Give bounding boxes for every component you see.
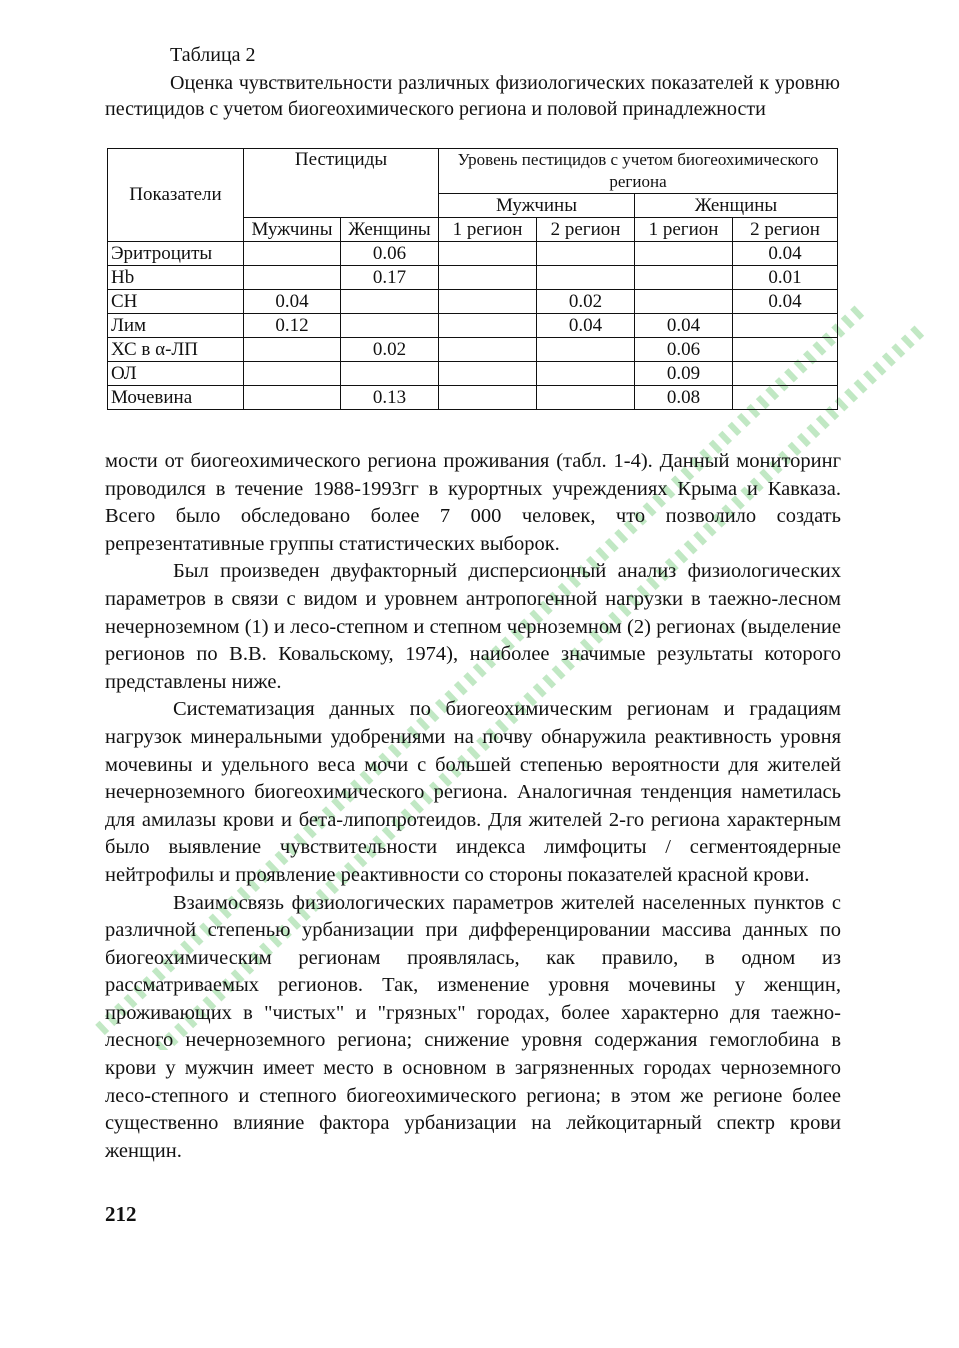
table-row: [108, 314, 838, 338]
header-men-region1: 1 регион: [439, 218, 537, 242]
cell-pest-men: [244, 338, 341, 362]
cell-men-r1: [439, 386, 537, 410]
table-row: [108, 338, 838, 362]
row-label: Эритроциты: [108, 242, 244, 266]
cell-pest-women: 0.02: [341, 338, 439, 362]
cell-women-r2: 0.04: [733, 290, 838, 314]
header-women-region2: 2 регион: [733, 218, 838, 242]
cell-women-r2: 0.04: [733, 242, 838, 266]
cell-women-r2: [733, 314, 838, 338]
header-pesticides: Пестициды: [244, 149, 439, 218]
paragraph: мости от биогеохимического региона проживания (табл. 1-4). Данный мониторинг проводился в течение 1988-1993гг в курортных учреждениях Крыма и Кавказа. Всего было обследовано более 7 000 человек, что позволило создать репрезентативные группы статистических выборок.: [105, 450, 841, 555]
row-label: СН: [108, 290, 244, 314]
cell-pest-women: [341, 290, 439, 314]
header-indicators: Показатели: [108, 149, 244, 242]
cell-men-r1: [439, 338, 537, 362]
cell-women-r2: [733, 338, 838, 362]
cell-men-r1: [439, 314, 537, 338]
cell-pest-women: [341, 362, 439, 386]
cell-men-r2: [537, 242, 635, 266]
cell-women-r1: 0.09: [635, 362, 733, 386]
cell-pest-men: 0.12: [244, 314, 341, 338]
cell-pest-men: [244, 242, 341, 266]
row-label: Лим: [108, 314, 244, 338]
cell-men-r1: [439, 242, 537, 266]
cell-women-r1: 0.06: [635, 338, 733, 362]
paragraph: Был произведен двуфакторный дисперсионный анализ физиологических параметров в связи с видом и уровнем антропогенной нагрузки в таежно-лесном нечерноземном (1) и лесо-степном и степном черноземном (2) регионах (выделение регионов по В.В. Ковальскому, 1974), наиболее значимые результаты которого представлены ниже.: [105, 560, 841, 693]
page-number: 212: [105, 1202, 137, 1226]
table-row: [108, 290, 838, 314]
cell-women-r1: 0.08: [635, 386, 733, 410]
table-row: [108, 362, 838, 386]
cell-women-r2: [733, 362, 838, 386]
table-row: [108, 386, 838, 410]
row-label: Мочевина: [108, 386, 244, 410]
header-level-region: Уровень пестицидов с учетом биогеохимического региона: [439, 149, 838, 194]
cell-women-r2: [733, 386, 838, 410]
cell-pest-women: [341, 314, 439, 338]
cell-women-r1: 0.04: [635, 314, 733, 338]
data-table: [107, 148, 838, 410]
cell-pest-men: 0.04: [244, 290, 341, 314]
table-row: [108, 266, 838, 290]
cell-women-r2: 0.01: [733, 266, 838, 290]
cell-men-r1: [439, 362, 537, 386]
header-women: Женщины: [341, 218, 439, 242]
cell-pest-men: [244, 266, 341, 290]
body-text: [105, 448, 841, 1165]
cell-pest-men: [244, 386, 341, 410]
cell-men-r1: [439, 290, 537, 314]
table-number: Таблица 2: [170, 44, 256, 66]
table-row: [108, 242, 838, 266]
header-women-region: Женщины: [635, 194, 838, 218]
cell-men-r2: [537, 386, 635, 410]
cell-pest-women: 0.17: [341, 266, 439, 290]
paragraph: Систематизация данных по биогеохимическим регионам и градациям нагрузок минеральными удобрениями на почву обнаружила реактивность уровня мочевины и удельного веса мочи с большей степенью вероятности для жителей нечерноземного биогеохимического региона. Аналогичная тенденция наметилась для амилазы крови и бета-липопротеидов. Для жителей 2-го региона характерным было выявление чувствительности индекса лимфоциты / сегментоядерные нейтрофилы и проявление реактивности со стороны показателей красной крови.: [105, 698, 841, 886]
cell-women-r1: [635, 290, 733, 314]
row-label: ХС в α-ЛП: [108, 338, 244, 362]
cell-men-r2: [537, 266, 635, 290]
row-label: ОЛ: [108, 362, 244, 386]
cell-pest-women: 0.13: [341, 386, 439, 410]
cell-men-r1: [439, 266, 537, 290]
cell-men-r2: [537, 338, 635, 362]
header-men-region: Мужчины: [439, 194, 635, 218]
cell-men-r2: 0.02: [537, 290, 635, 314]
cell-women-r1: [635, 242, 733, 266]
header-men: Мужчины: [244, 218, 341, 242]
cell-men-r2: [537, 362, 635, 386]
header-women-region1: 1 регион: [635, 218, 733, 242]
row-label: Hb: [108, 266, 244, 290]
cell-pest-men: [244, 362, 341, 386]
header-men-region2: 2 регион: [537, 218, 635, 242]
paragraph: Взаимосвязь физиологических параметров жителей населенных пунктов с различной степенью урбанизации при дифференцировании массива данных по биогеохимическим регионам проявлялась, как правило, в одном из рассматриваемых регионов. Так, изменение уровня мочевины у женщин, проживающих в "чистых" и "грязных" городах, более характерно для таежно-лесного нечерноземного региона; снижение уровня содержания гемоглобина в крови у мужчин имеет место в основном в загрязненных городах черноземного лесо-степного и степного биогеохимического региона; в этом же регионе более существенно влияние фактора урбанизации на лейкоцитарный спектр крови женщин.: [105, 891, 841, 1162]
cell-men-r2: 0.04: [537, 314, 635, 338]
cell-pest-women: 0.06: [341, 242, 439, 266]
table-caption: Оценка чувствительности различных физиологических показателей к уровню пестицидов с учетом биогеохимического региона и половой принадлежности: [105, 72, 840, 120]
cell-women-r1: [635, 266, 733, 290]
